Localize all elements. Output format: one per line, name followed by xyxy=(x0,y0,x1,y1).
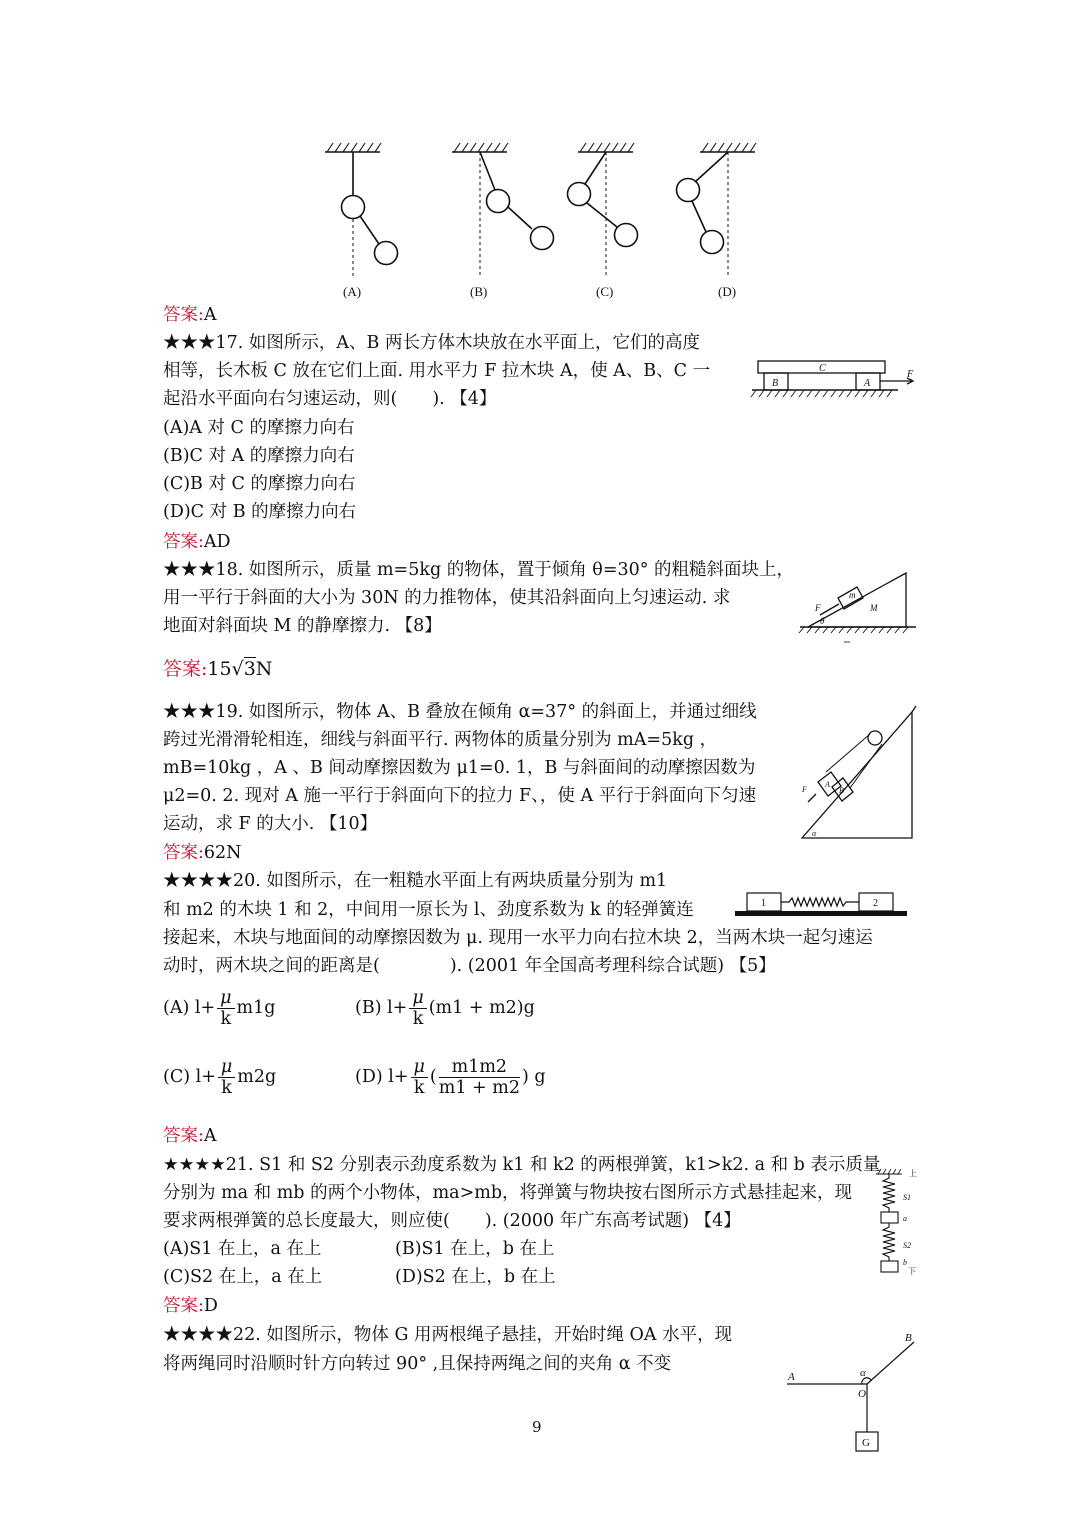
denominator: m1 + m2 xyxy=(438,1078,520,1098)
fig16-label-b: (B) xyxy=(470,284,488,299)
page-number: 9 xyxy=(532,1418,542,1436)
answer-19 xyxy=(163,840,242,866)
denominator: k xyxy=(221,1078,232,1098)
q19-line-4: μ2=0. 2. 现对 A 施一平行于斜面向下的拉力 F、，使 A 平行于斜面向下匀速 xyxy=(163,786,757,806)
q20-fig-block-1: 1 xyxy=(761,898,766,909)
q18-figure xyxy=(798,565,923,645)
q18-line-1: ★★★18. 如图所示，质量 m=5kg 的物体，置于倾角 θ=30° 的粗糙斜面块上， xyxy=(163,560,795,580)
q22-fig-g: G xyxy=(862,1437,870,1449)
q19-line-5: 运动，求 F 的大小. 【10】 xyxy=(163,814,378,834)
q22-figure xyxy=(782,1328,927,1460)
q22-fig-alpha: α xyxy=(860,1367,866,1379)
answer-label: 答案: xyxy=(163,532,204,552)
q20-option-b xyxy=(355,988,535,1029)
q17-figure xyxy=(750,355,920,410)
q21-line-2: 分别为 ma 和 mb 的两个小物体，ma>mb，将弹簧与物块按右图所示方式悬挂起来，现 xyxy=(163,1183,853,1203)
q20-option-d: (D) l+ $\frac{\mu}{k}$ ( $\frac{m1m2}{m1 + m2}$ ) g xyxy=(355,1057,546,1098)
q21-fig-s1: S1 xyxy=(903,1193,911,1202)
q21-option-c: (C)S2 在上，a 在上 xyxy=(163,1267,323,1287)
q21-figure xyxy=(872,1160,922,1278)
q21-option-d: (D)S2 在上，b 在上 xyxy=(395,1267,556,1287)
q21-line-3: 要求两根弹簧的总长度最大，则应使( ). (2000 年广东高考试题) 【4】 xyxy=(163,1211,741,1231)
q21-option-b: (B)S1 在上，b 在上 xyxy=(395,1239,555,1259)
q19-fig-b: B xyxy=(839,786,844,795)
answer-coef: 15 xyxy=(207,658,232,680)
answer-21 xyxy=(163,1293,218,1319)
q20-line-2: 和 m2 的木块 1 和 2，中间用一原长为 l、劲度系数为 k 的轻弹簧连 xyxy=(163,900,694,920)
q22-line-1: ★★★★22. 如图所示，物体 G 用两根绳子悬挂，开始时绳 OA 水平，现 xyxy=(163,1325,733,1345)
option-prefix: (A) l+ xyxy=(163,998,216,1018)
answer-radicand: 3 xyxy=(243,658,256,680)
option-suffix: m1g xyxy=(236,998,276,1018)
numerator: μ xyxy=(411,1057,428,1078)
q17-option-c: (C)B 对 C 的摩擦力向右 xyxy=(163,474,356,494)
fig16-label-a: (A) xyxy=(343,284,362,299)
numerator: μ xyxy=(218,1057,235,1078)
answer-label: 答案: xyxy=(163,305,204,325)
q20-fig-block-2: 2 xyxy=(873,898,878,909)
answer-value: A xyxy=(203,305,217,325)
mu-over-k xyxy=(409,988,426,1029)
q20-line-1: ★★★★20. 如图所示，在一粗糙水平面上有两块质量分别为 m1 xyxy=(163,871,668,891)
q18-line-3: 地面对斜面块 M 的静摩擦力. 【8】 xyxy=(163,616,442,636)
answer-unit: N xyxy=(255,658,273,680)
q20-line-3: 接起来，木块与地面间的动摩擦因数为 μ. 现用一水平力向右拉木块 2，当两木块一起匀速运 xyxy=(163,928,873,948)
q22-fig-o: O xyxy=(858,1388,866,1400)
fig16-label-c: (C) xyxy=(596,284,614,299)
q17-option-a: (A)A 对 C 的摩擦力向右 xyxy=(163,418,355,438)
q18-line-2: 用一平行于斜面的大小为 30N 的力推物体，使其沿斜面向上匀速运动. 求 xyxy=(163,588,731,608)
answer-label: 答案: xyxy=(163,1296,204,1316)
answer-label: 答案: xyxy=(163,1126,204,1146)
q19-fig-a: A xyxy=(825,780,830,789)
q17-fig-f: F xyxy=(907,369,914,380)
q22-fig-b: B xyxy=(905,1332,912,1344)
q17-line-1: ★★★17. 如图所示，A、B 两长方体木块放在水平面上，它们的高度 xyxy=(163,333,700,353)
q22-line-2: 将两绳同时沿顺时针方向转过 90° ,且保持两绳之间的夹角 α 不变 xyxy=(163,1354,672,1374)
option-prefix: (B) l+ xyxy=(355,998,408,1018)
answer-20 xyxy=(163,1123,217,1149)
q18-fig-m: m xyxy=(849,590,856,600)
denominator: k xyxy=(412,1009,424,1029)
numerator: μ xyxy=(409,988,426,1009)
denominator: k xyxy=(413,1078,425,1098)
q18-fig-f: F xyxy=(815,603,821,613)
q20-option-c xyxy=(163,1057,276,1098)
q17-option-b: (B)C 对 A 的摩擦力向右 xyxy=(163,446,355,466)
q21-fig-top: 上 xyxy=(909,1169,917,1178)
q21-fig-a: a xyxy=(903,1214,907,1223)
q19-figure xyxy=(798,692,918,844)
answer-value: D xyxy=(203,1296,218,1316)
q19-line-3: mB=10kg ，A 、B 间动摩擦因数为 μ1=0. 1，B 与斜面间的动摩擦因数为 xyxy=(163,758,756,778)
q17-fig-c: C xyxy=(819,363,826,374)
answer-value: AD xyxy=(203,532,231,552)
option-suffix: (m1 + m2)g xyxy=(428,998,535,1018)
q18-fig-mm: M xyxy=(870,603,878,613)
option-suffix: m2g xyxy=(237,1067,277,1087)
fig16-label-d: (D) xyxy=(718,284,737,299)
option-suffix: g xyxy=(534,1067,546,1087)
mass-fraction xyxy=(439,1057,520,1098)
option-prefix: (D) l+ xyxy=(355,1067,409,1087)
mu-over-k xyxy=(218,1057,235,1098)
q21-line-1: ★★★★21. S1 和 S2 分别表示劲度系数为 k1 和 k2 的两根弹簧，k1>k2. a 和 b 表示质量 xyxy=(163,1155,881,1175)
q18-fig-theta: θ xyxy=(820,616,825,626)
q21-fig-bottom: 下 xyxy=(908,1267,916,1276)
answer-label: 答案: xyxy=(163,843,204,863)
q17-line-3: 起沿水平面向右匀速运动，则( ). 【4】 xyxy=(163,389,497,409)
answer-18 xyxy=(163,656,272,682)
answer-16 xyxy=(163,302,217,328)
q20-line-4: 动时，两木块之间的距离是( ). (2001 年全国高考理科综合试题) 【5】 xyxy=(163,956,776,976)
mu-over-k xyxy=(217,988,234,1029)
answer-value: A xyxy=(203,1126,217,1146)
q19-fig-f: F xyxy=(802,785,807,794)
q17-line-2: 相等，长木板 C 放在它们上面. 用水平力 F 拉木块 A，使 A、B、C 一 xyxy=(163,361,711,381)
q21-fig-b: b xyxy=(903,1258,907,1267)
answer-label: 答案: xyxy=(163,658,208,680)
q17-option-d: (D)C 对 B 的摩擦力向右 xyxy=(163,502,357,522)
denominator: k xyxy=(220,1009,232,1029)
q19-line-2: 跨过光滑滑轮相连，细线与斜面平行. 两物体的质量分别为 mA=5kg ， xyxy=(163,730,718,750)
q21-fig-s2: S2 xyxy=(903,1241,911,1250)
mu-over-k xyxy=(411,1057,428,1098)
pendulum-figure xyxy=(315,140,765,305)
q19-line-1: ★★★19. 如图所示，物体 A、B 叠放在倾角 α=37° 的斜面上，并通过细线 xyxy=(163,702,757,722)
q19-fig-alpha: α xyxy=(812,829,817,838)
q20-figure xyxy=(733,890,913,920)
q20-option-a xyxy=(163,988,275,1029)
option-prefix: (C) l+ xyxy=(163,1067,216,1087)
answer-value: 62N xyxy=(203,843,242,863)
q17-fig-b: B xyxy=(772,378,779,389)
q22-fig-a: A xyxy=(788,1371,795,1383)
sqrt-symbol: √ xyxy=(231,658,244,680)
q21-option-a: (A)S1 在上，a 在上 xyxy=(163,1239,322,1259)
q17-fig-a: A xyxy=(864,378,871,389)
answer-17 xyxy=(163,529,231,555)
numerator: μ xyxy=(217,988,234,1009)
numerator: m1m2 xyxy=(439,1057,520,1078)
